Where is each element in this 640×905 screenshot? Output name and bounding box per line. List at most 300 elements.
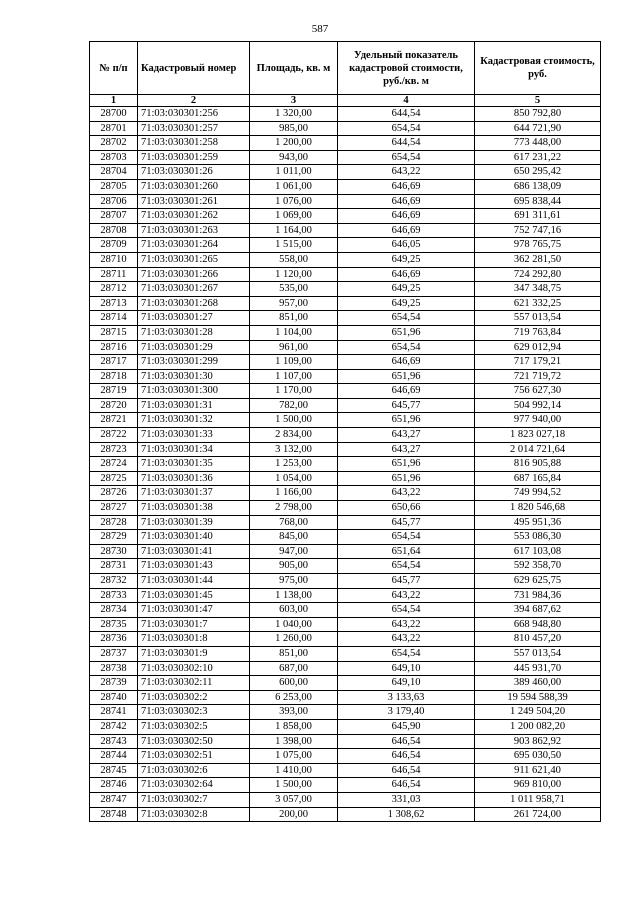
unit-value-cell: 654,54 bbox=[338, 559, 475, 574]
cadastral-number-cell: 71:03:030302:50 bbox=[138, 734, 250, 749]
table-row bbox=[90, 501, 601, 516]
column-number: 5 bbox=[475, 95, 601, 107]
cadastral-number-cell: 71:03:030301:257 bbox=[138, 121, 250, 136]
table-row bbox=[90, 734, 601, 749]
row-number-cell: 28722 bbox=[90, 428, 138, 443]
row-number-cell: 28708 bbox=[90, 223, 138, 238]
table-row bbox=[90, 690, 601, 705]
area-cell: 947,00 bbox=[250, 544, 338, 559]
unit-value-cell: 646,69 bbox=[338, 355, 475, 370]
table-row bbox=[90, 559, 601, 574]
cadastral-value-cell: 261 724,00 bbox=[475, 807, 601, 822]
table-row bbox=[90, 749, 601, 764]
table-row bbox=[90, 486, 601, 501]
cadastral-number-cell: 71:03:030302:3 bbox=[138, 705, 250, 720]
header-row-number: № п/п bbox=[90, 42, 138, 95]
cadastral-number-cell: 71:03:030301:32 bbox=[138, 413, 250, 428]
cadastral-value-cell: 592 358,70 bbox=[475, 559, 601, 574]
area-cell: 851,00 bbox=[250, 646, 338, 661]
cadastral-value-cell: 2 014 721,64 bbox=[475, 442, 601, 457]
header-cadastral-number: Кадастровый номер bbox=[138, 42, 250, 95]
table-body bbox=[90, 107, 601, 822]
area-cell: 957,00 bbox=[250, 296, 338, 311]
table-row bbox=[90, 223, 601, 238]
row-number-cell: 28726 bbox=[90, 486, 138, 501]
unit-value-cell: 645,77 bbox=[338, 515, 475, 530]
cadastral-value-cell: 717 179,21 bbox=[475, 355, 601, 370]
cadastral-value-cell: 445 931,70 bbox=[475, 661, 601, 676]
unit-value-cell: 651,96 bbox=[338, 369, 475, 384]
table-row bbox=[90, 136, 601, 151]
cadastral-value-cell: 553 086,30 bbox=[475, 530, 601, 545]
unit-value-cell: 644,54 bbox=[338, 107, 475, 122]
table-row bbox=[90, 442, 601, 457]
cadastral-number-cell: 71:03:030301:31 bbox=[138, 398, 250, 413]
area-cell: 1 200,00 bbox=[250, 136, 338, 151]
cadastral-number-cell: 71:03:030301:45 bbox=[138, 588, 250, 603]
cadastral-number-cell: 71:03:030301:268 bbox=[138, 296, 250, 311]
row-number-cell: 28731 bbox=[90, 559, 138, 574]
area-cell: 1 170,00 bbox=[250, 384, 338, 399]
cadastral-value-cell: 1 200 082,20 bbox=[475, 719, 601, 734]
cadastral-value-cell: 347 348,75 bbox=[475, 282, 601, 297]
table-row bbox=[90, 165, 601, 180]
row-number-cell: 28729 bbox=[90, 530, 138, 545]
row-number-cell: 28730 bbox=[90, 544, 138, 559]
row-number-cell: 28742 bbox=[90, 719, 138, 734]
row-number-cell: 28733 bbox=[90, 588, 138, 603]
area-cell: 1 398,00 bbox=[250, 734, 338, 749]
area-cell: 1 061,00 bbox=[250, 179, 338, 194]
unit-value-cell: 643,22 bbox=[338, 165, 475, 180]
cadastral-number-cell: 71:03:030301:263 bbox=[138, 223, 250, 238]
row-number-cell: 28735 bbox=[90, 617, 138, 632]
cadastral-number-cell: 71:03:030301:40 bbox=[138, 530, 250, 545]
area-cell: 1 011,00 bbox=[250, 165, 338, 180]
table-row bbox=[90, 544, 601, 559]
unit-value-cell: 331,03 bbox=[338, 792, 475, 807]
row-number-cell: 28741 bbox=[90, 705, 138, 720]
table-row bbox=[90, 646, 601, 661]
cadastral-number-cell: 71:03:030301:33 bbox=[138, 428, 250, 443]
cadastral-value-table bbox=[89, 41, 601, 822]
unit-value-cell: 651,64 bbox=[338, 544, 475, 559]
area-cell: 1 109,00 bbox=[250, 355, 338, 370]
area-cell: 600,00 bbox=[250, 676, 338, 691]
cadastral-value-cell: 394 687,62 bbox=[475, 603, 601, 618]
area-cell: 943,00 bbox=[250, 150, 338, 165]
cadastral-value-cell: 969 810,00 bbox=[475, 778, 601, 793]
cadastral-number-cell: 71:03:030301:262 bbox=[138, 209, 250, 224]
row-number-cell: 28712 bbox=[90, 282, 138, 297]
row-number-cell: 28724 bbox=[90, 457, 138, 472]
table-row bbox=[90, 676, 601, 691]
area-cell: 1 054,00 bbox=[250, 471, 338, 486]
cadastral-value-cell: 752 747,16 bbox=[475, 223, 601, 238]
cadastral-value-cell: 686 138,09 bbox=[475, 179, 601, 194]
row-number-cell: 28709 bbox=[90, 238, 138, 253]
cadastral-value-cell: 749 994,52 bbox=[475, 486, 601, 501]
cadastral-number-cell: 71:03:030302:7 bbox=[138, 792, 250, 807]
cadastral-number-cell: 71:03:030301:8 bbox=[138, 632, 250, 647]
area-cell: 1 515,00 bbox=[250, 238, 338, 253]
table-row bbox=[90, 311, 601, 326]
cadastral-value-cell: 773 448,00 bbox=[475, 136, 601, 151]
unit-value-cell: 643,27 bbox=[338, 428, 475, 443]
table-row bbox=[90, 705, 601, 720]
cadastral-number-cell: 71:03:030302:2 bbox=[138, 690, 250, 705]
cadastral-value-cell: 617 103,08 bbox=[475, 544, 601, 559]
unit-value-cell: 654,54 bbox=[338, 150, 475, 165]
cadastral-number-cell: 71:03:030301:265 bbox=[138, 252, 250, 267]
table-row bbox=[90, 238, 601, 253]
table-row bbox=[90, 807, 601, 822]
row-number-cell: 28716 bbox=[90, 340, 138, 355]
area-cell: 1 500,00 bbox=[250, 778, 338, 793]
table-row bbox=[90, 296, 601, 311]
cadastral-number-cell: 71:03:030301:264 bbox=[138, 238, 250, 253]
cadastral-number-cell: 71:03:030301:256 bbox=[138, 107, 250, 122]
row-number-cell: 28728 bbox=[90, 515, 138, 530]
table-row bbox=[90, 632, 601, 647]
unit-value-cell: 651,96 bbox=[338, 471, 475, 486]
row-number-cell: 28703 bbox=[90, 150, 138, 165]
column-number-row bbox=[90, 95, 601, 107]
row-number-cell: 28738 bbox=[90, 661, 138, 676]
table-row bbox=[90, 179, 601, 194]
table-row bbox=[90, 574, 601, 589]
cadastral-number-cell: 71:03:030301:266 bbox=[138, 267, 250, 282]
table-row bbox=[90, 209, 601, 224]
cadastral-value-cell: 816 905,88 bbox=[475, 457, 601, 472]
unit-value-cell: 645,90 bbox=[338, 719, 475, 734]
row-number-cell: 28743 bbox=[90, 734, 138, 749]
cadastral-value-cell: 1 249 504,20 bbox=[475, 705, 601, 720]
column-number: 1 bbox=[90, 95, 138, 107]
cadastral-value-cell: 617 231,22 bbox=[475, 150, 601, 165]
table-row bbox=[90, 661, 601, 676]
area-cell: 1 120,00 bbox=[250, 267, 338, 282]
cadastral-number-cell: 71:03:030301:260 bbox=[138, 179, 250, 194]
cadastral-value-cell: 903 862,92 bbox=[475, 734, 601, 749]
column-number: 2 bbox=[138, 95, 250, 107]
header-unit-value: Удельный показатель кадастровой стоимости, руб./кв. м bbox=[338, 42, 475, 95]
cadastral-number-cell: 71:03:030301:43 bbox=[138, 559, 250, 574]
cadastral-number-cell: 71:03:030301:300 bbox=[138, 384, 250, 399]
table-row bbox=[90, 792, 601, 807]
area-cell: 603,00 bbox=[250, 603, 338, 618]
row-number-cell: 28705 bbox=[90, 179, 138, 194]
cadastral-value-cell: 695 838,44 bbox=[475, 194, 601, 209]
table-row bbox=[90, 719, 601, 734]
row-number-cell: 28701 bbox=[90, 121, 138, 136]
area-cell: 1 253,00 bbox=[250, 457, 338, 472]
area-cell: 985,00 bbox=[250, 121, 338, 136]
cadastral-value-cell: 621 332,25 bbox=[475, 296, 601, 311]
row-number-cell: 28745 bbox=[90, 763, 138, 778]
area-cell: 2 798,00 bbox=[250, 501, 338, 516]
row-number-cell: 28740 bbox=[90, 690, 138, 705]
header-cadastral-value: Кадастровая стоимость, руб. bbox=[475, 42, 601, 95]
row-number-cell: 28713 bbox=[90, 296, 138, 311]
cadastral-number-cell: 71:03:030302:11 bbox=[138, 676, 250, 691]
row-number-cell: 28711 bbox=[90, 267, 138, 282]
cadastral-value-cell: 719 763,84 bbox=[475, 325, 601, 340]
table-row bbox=[90, 150, 601, 165]
cadastral-number-cell: 71:03:030301:9 bbox=[138, 646, 250, 661]
row-number-cell: 28720 bbox=[90, 398, 138, 413]
unit-value-cell: 649,25 bbox=[338, 282, 475, 297]
table-row bbox=[90, 457, 601, 472]
cadastral-value-cell: 389 460,00 bbox=[475, 676, 601, 691]
area-cell: 1 166,00 bbox=[250, 486, 338, 501]
row-number-cell: 28710 bbox=[90, 252, 138, 267]
cadastral-number-cell: 71:03:030301:261 bbox=[138, 194, 250, 209]
row-number-cell: 28748 bbox=[90, 807, 138, 822]
table-row bbox=[90, 252, 601, 267]
cadastral-number-cell: 71:03:030301:38 bbox=[138, 501, 250, 516]
unit-value-cell: 646,54 bbox=[338, 763, 475, 778]
cadastral-number-cell: 71:03:030301:44 bbox=[138, 574, 250, 589]
unit-value-cell: 649,25 bbox=[338, 296, 475, 311]
area-cell: 200,00 bbox=[250, 807, 338, 822]
cadastral-value-cell: 504 992,14 bbox=[475, 398, 601, 413]
area-cell: 1 069,00 bbox=[250, 209, 338, 224]
cadastral-number-cell: 71:03:030302:8 bbox=[138, 807, 250, 822]
unit-value-cell: 646,69 bbox=[338, 179, 475, 194]
cadastral-value-cell: 557 013,54 bbox=[475, 646, 601, 661]
unit-value-cell: 649,25 bbox=[338, 252, 475, 267]
unit-value-cell: 646,69 bbox=[338, 384, 475, 399]
unit-value-cell: 649,10 bbox=[338, 661, 475, 676]
cadastral-value-cell: 911 621,40 bbox=[475, 763, 601, 778]
area-cell: 975,00 bbox=[250, 574, 338, 589]
unit-value-cell: 644,54 bbox=[338, 136, 475, 151]
area-cell: 393,00 bbox=[250, 705, 338, 720]
cadastral-value-cell: 731 984,36 bbox=[475, 588, 601, 603]
column-number: 3 bbox=[250, 95, 338, 107]
area-cell: 535,00 bbox=[250, 282, 338, 297]
table-row bbox=[90, 267, 601, 282]
unit-value-cell: 643,22 bbox=[338, 617, 475, 632]
cadastral-number-cell: 71:03:030301:259 bbox=[138, 150, 250, 165]
unit-value-cell: 1 308,62 bbox=[338, 807, 475, 822]
row-number-cell: 28734 bbox=[90, 603, 138, 618]
table-row bbox=[90, 355, 601, 370]
unit-value-cell: 643,22 bbox=[338, 486, 475, 501]
row-number-cell: 28702 bbox=[90, 136, 138, 151]
area-cell: 687,00 bbox=[250, 661, 338, 676]
area-cell: 1 320,00 bbox=[250, 107, 338, 122]
cadastral-value-cell: 721 719,72 bbox=[475, 369, 601, 384]
cadastral-number-cell: 71:03:030302:5 bbox=[138, 719, 250, 734]
area-cell: 961,00 bbox=[250, 340, 338, 355]
table-row bbox=[90, 413, 601, 428]
row-number-cell: 28727 bbox=[90, 501, 138, 516]
area-cell: 1 075,00 bbox=[250, 749, 338, 764]
area-cell: 1 107,00 bbox=[250, 369, 338, 384]
unit-value-cell: 651,96 bbox=[338, 457, 475, 472]
area-cell: 1 500,00 bbox=[250, 413, 338, 428]
cadastral-number-cell: 71:03:030301:7 bbox=[138, 617, 250, 632]
table-row bbox=[90, 282, 601, 297]
cadastral-number-cell: 71:03:030302:64 bbox=[138, 778, 250, 793]
table-header-row bbox=[90, 42, 601, 95]
row-number-cell: 28732 bbox=[90, 574, 138, 589]
table-row bbox=[90, 778, 601, 793]
unit-value-cell: 646,54 bbox=[338, 734, 475, 749]
table-row bbox=[90, 588, 601, 603]
area-cell: 1 164,00 bbox=[250, 223, 338, 238]
row-number-cell: 28746 bbox=[90, 778, 138, 793]
cadastral-number-cell: 71:03:030301:34 bbox=[138, 442, 250, 457]
area-cell: 1 138,00 bbox=[250, 588, 338, 603]
cadastral-value-cell: 650 295,42 bbox=[475, 165, 601, 180]
header-area: Площадь, кв. м bbox=[250, 42, 338, 95]
row-number-cell: 28747 bbox=[90, 792, 138, 807]
cadastral-number-cell: 71:03:030301:35 bbox=[138, 457, 250, 472]
unit-value-cell: 649,10 bbox=[338, 676, 475, 691]
table-row bbox=[90, 398, 601, 413]
unit-value-cell: 654,54 bbox=[338, 530, 475, 545]
unit-value-cell: 646,54 bbox=[338, 778, 475, 793]
unit-value-cell: 646,54 bbox=[338, 749, 475, 764]
unit-value-cell: 650,66 bbox=[338, 501, 475, 516]
cadastral-number-cell: 71:03:030301:258 bbox=[138, 136, 250, 151]
cadastral-number-cell: 71:03:030301:29 bbox=[138, 340, 250, 355]
unit-value-cell: 646,69 bbox=[338, 209, 475, 224]
area-cell: 845,00 bbox=[250, 530, 338, 545]
area-cell: 558,00 bbox=[250, 252, 338, 267]
row-number-cell: 28739 bbox=[90, 676, 138, 691]
unit-value-cell: 654,54 bbox=[338, 646, 475, 661]
area-cell: 851,00 bbox=[250, 311, 338, 326]
cadastral-value-cell: 1 011 958,71 bbox=[475, 792, 601, 807]
cadastral-value-cell: 644 721,90 bbox=[475, 121, 601, 136]
area-cell: 1 104,00 bbox=[250, 325, 338, 340]
table-row bbox=[90, 340, 601, 355]
cadastral-value-cell: 668 948,80 bbox=[475, 617, 601, 632]
cadastral-number-cell: 71:03:030302:6 bbox=[138, 763, 250, 778]
cadastral-value-cell: 557 013,54 bbox=[475, 311, 601, 326]
unit-value-cell: 651,96 bbox=[338, 325, 475, 340]
unit-value-cell: 654,54 bbox=[338, 121, 475, 136]
unit-value-cell: 651,96 bbox=[338, 413, 475, 428]
row-number-cell: 28723 bbox=[90, 442, 138, 457]
area-cell: 768,00 bbox=[250, 515, 338, 530]
cadastral-number-cell: 71:03:030302:51 bbox=[138, 749, 250, 764]
cadastral-number-cell: 71:03:030301:37 bbox=[138, 486, 250, 501]
area-cell: 1 858,00 bbox=[250, 719, 338, 734]
cadastral-value-cell: 756 627,30 bbox=[475, 384, 601, 399]
unit-value-cell: 645,77 bbox=[338, 574, 475, 589]
table-row bbox=[90, 530, 601, 545]
area-cell: 782,00 bbox=[250, 398, 338, 413]
table-row bbox=[90, 121, 601, 136]
area-cell: 1 076,00 bbox=[250, 194, 338, 209]
unit-value-cell: 643,22 bbox=[338, 588, 475, 603]
cadastral-value-cell: 691 311,61 bbox=[475, 209, 601, 224]
unit-value-cell: 3 133,63 bbox=[338, 690, 475, 705]
row-number-cell: 28718 bbox=[90, 369, 138, 384]
row-number-cell: 28706 bbox=[90, 194, 138, 209]
cadastral-number-cell: 71:03:030301:28 bbox=[138, 325, 250, 340]
table-row bbox=[90, 471, 601, 486]
row-number-cell: 28721 bbox=[90, 413, 138, 428]
cadastral-value-cell: 695 030,50 bbox=[475, 749, 601, 764]
unit-value-cell: 643,27 bbox=[338, 442, 475, 457]
cadastral-value-cell: 687 165,84 bbox=[475, 471, 601, 486]
table-row bbox=[90, 325, 601, 340]
unit-value-cell: 646,69 bbox=[338, 194, 475, 209]
row-number-cell: 28717 bbox=[90, 355, 138, 370]
cadastral-number-cell: 71:03:030301:267 bbox=[138, 282, 250, 297]
unit-value-cell: 654,54 bbox=[338, 603, 475, 618]
row-number-cell: 28704 bbox=[90, 165, 138, 180]
cadastral-value-cell: 1 823 027,18 bbox=[475, 428, 601, 443]
row-number-cell: 28707 bbox=[90, 209, 138, 224]
table-row bbox=[90, 384, 601, 399]
unit-value-cell: 646,05 bbox=[338, 238, 475, 253]
cadastral-number-cell: 71:03:030301:39 bbox=[138, 515, 250, 530]
cadastral-number-cell: 71:03:030301:30 bbox=[138, 369, 250, 384]
cadastral-number-cell: 71:03:030301:41 bbox=[138, 544, 250, 559]
unit-value-cell: 654,54 bbox=[338, 311, 475, 326]
cadastral-number-cell: 71:03:030301:36 bbox=[138, 471, 250, 486]
table-row bbox=[90, 763, 601, 778]
page-number: 587 bbox=[311, 23, 329, 35]
cadastral-value-cell: 495 951,36 bbox=[475, 515, 601, 530]
cadastral-value-cell: 850 792,80 bbox=[475, 107, 601, 122]
area-cell: 1 040,00 bbox=[250, 617, 338, 632]
unit-value-cell: 645,77 bbox=[338, 398, 475, 413]
area-cell: 3 057,00 bbox=[250, 792, 338, 807]
row-number-cell: 28715 bbox=[90, 325, 138, 340]
table-row bbox=[90, 194, 601, 209]
cadastral-number-cell: 71:03:030301:27 bbox=[138, 311, 250, 326]
row-number-cell: 28744 bbox=[90, 749, 138, 764]
table-row bbox=[90, 369, 601, 384]
table-row bbox=[90, 107, 601, 122]
unit-value-cell: 646,69 bbox=[338, 223, 475, 238]
cadastral-value-cell: 629 625,75 bbox=[475, 574, 601, 589]
cadastral-value-cell: 724 292,80 bbox=[475, 267, 601, 282]
column-number: 4 bbox=[338, 95, 475, 107]
table-row bbox=[90, 515, 601, 530]
table-row bbox=[90, 617, 601, 632]
unit-value-cell: 643,22 bbox=[338, 632, 475, 647]
unit-value-cell: 3 179,40 bbox=[338, 705, 475, 720]
cadastral-value-cell: 629 012,94 bbox=[475, 340, 601, 355]
row-number-cell: 28737 bbox=[90, 646, 138, 661]
cadastral-value-cell: 978 765,75 bbox=[475, 238, 601, 253]
row-number-cell: 28700 bbox=[90, 107, 138, 122]
unit-value-cell: 646,69 bbox=[338, 267, 475, 282]
cadastral-number-cell: 71:03:030301:26 bbox=[138, 165, 250, 180]
row-number-cell: 28714 bbox=[90, 311, 138, 326]
cadastral-value-cell: 977 940,00 bbox=[475, 413, 601, 428]
cadastral-value-cell: 1 820 546,68 bbox=[475, 501, 601, 516]
area-cell: 1 260,00 bbox=[250, 632, 338, 647]
table-row bbox=[90, 603, 601, 618]
area-cell: 2 834,00 bbox=[250, 428, 338, 443]
cadastral-value-cell: 810 457,20 bbox=[475, 632, 601, 647]
area-cell: 3 132,00 bbox=[250, 442, 338, 457]
row-number-cell: 28725 bbox=[90, 471, 138, 486]
row-number-cell: 28736 bbox=[90, 632, 138, 647]
cadastral-value-cell: 362 281,50 bbox=[475, 252, 601, 267]
area-cell: 6 253,00 bbox=[250, 690, 338, 705]
